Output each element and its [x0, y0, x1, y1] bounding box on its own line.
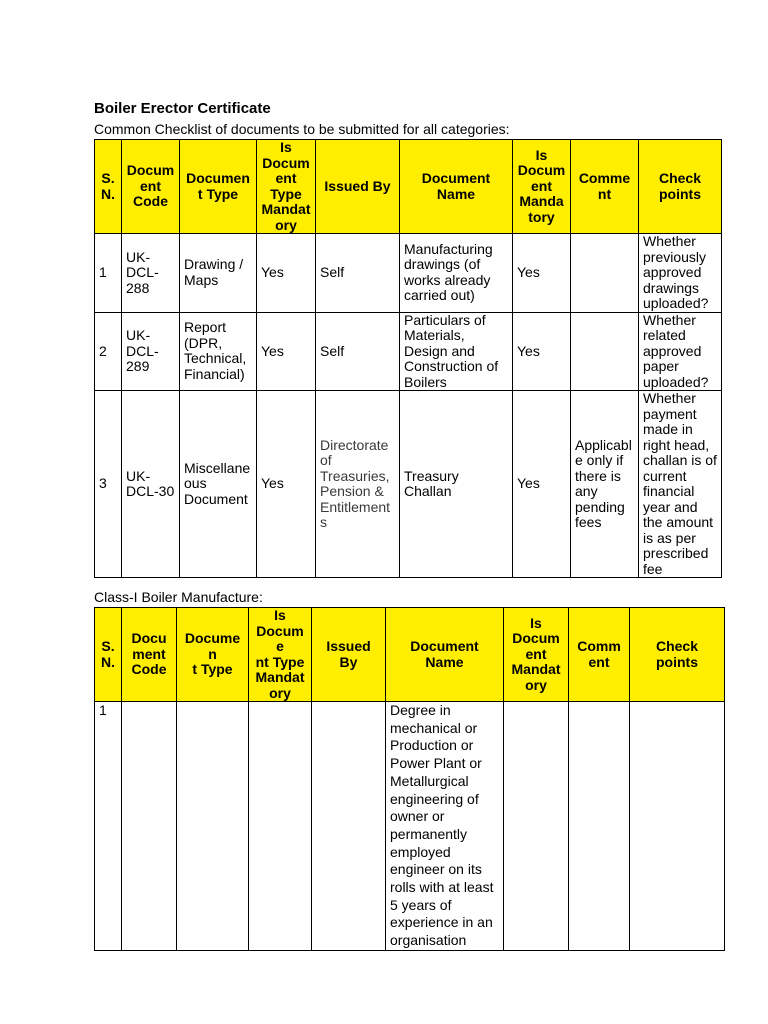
header-document-type: Documen t Type: [180, 140, 257, 234]
cell-type-mandatory: Yes: [257, 234, 316, 313]
cell-document-code: [122, 702, 177, 951]
header-check-points: Check points: [630, 608, 725, 702]
class-i-boiler-manufacture-table: [94, 607, 725, 951]
cell-document-type: [177, 702, 249, 951]
header-document-mandatory: Is Docum ent Mandat ory: [504, 608, 569, 702]
cell-issued-by: Self: [316, 312, 400, 391]
header-type-mandatory: Is Docume nt Type Mandat ory: [249, 608, 312, 702]
cell-type-mandatory: [249, 702, 312, 951]
cell-document-mandatory: [504, 702, 569, 951]
cell-sn: 2: [95, 312, 122, 391]
cell-type-mandatory: Yes: [257, 312, 316, 391]
cell-sn: 1: [95, 702, 122, 951]
cell-document-type: Drawing / Maps: [180, 234, 257, 313]
cell-sn: 3: [95, 391, 122, 578]
table-header-row: [95, 140, 722, 234]
cell-document-mandatory: Yes: [513, 234, 571, 313]
header-sn: S. N.: [95, 608, 122, 702]
section-heading-common-checklist: Common Checklist of documents to be submitted for all categories:: [94, 121, 510, 137]
cell-check-points: [630, 702, 725, 951]
cell-document-code: UK- DCL- 289: [122, 312, 180, 391]
table-header-row: [95, 608, 725, 702]
cell-document-name: Manufacturing drawings (of works already carried out): [400, 234, 513, 313]
table-row: [95, 312, 722, 391]
cell-check-points: Whether payment made in right head, challan is of current financial year and the amount is as per prescribed fee: [639, 391, 722, 578]
table-row: [95, 234, 722, 313]
cell-check-points: Whether related approved paper uploaded?: [639, 312, 722, 391]
cell-comment: Applicabl e only if there is any pending fees: [571, 391, 639, 578]
cell-issued-by: [312, 702, 386, 951]
cell-document-code: UK- DCL- 288: [122, 234, 180, 313]
cell-document-type: Miscellane ous Document: [180, 391, 257, 578]
cell-comment: [571, 234, 639, 313]
section-heading-class-i-boiler: Class-I Boiler Manufacture:: [94, 589, 263, 605]
cell-document-code: UK- DCL-30: [122, 391, 180, 578]
header-type-mandatory: Is Docum ent Type Mandat ory: [257, 140, 316, 234]
cell-comment: [571, 312, 639, 391]
cell-check-points: Whether previously approved drawings uploaded?: [639, 234, 722, 313]
header-comment: Comm ent: [569, 608, 630, 702]
cell-comment: [569, 702, 630, 951]
document-title: Boiler Erector Certificate: [94, 100, 271, 117]
cell-document-name: Particulars of Materials, Design and Construction of Boilers: [400, 312, 513, 391]
cell-document-type: Report (DPR, Technical, Financial): [180, 312, 257, 391]
cell-document-name: Treasury Challan: [400, 391, 513, 578]
cell-issued-by: Self: [316, 234, 400, 313]
cell-document-mandatory: Yes: [513, 312, 571, 391]
header-issued-by: Issued By: [316, 140, 400, 234]
header-check-points: Check points: [639, 140, 722, 234]
cell-document-name: Degree in mechanical or Production or Power Plant or Metallurgical engineering of owner or permanently employed engineer on its rolls with at least 5 years of experience in an organisation: [386, 702, 504, 951]
header-document-name: Document Name: [400, 140, 513, 234]
common-checklist-table: [94, 139, 722, 578]
header-document-code: Docum ent Code: [122, 140, 180, 234]
table-row: [95, 702, 725, 951]
header-issued-by: Issued By: [312, 608, 386, 702]
cell-document-mandatory: Yes: [513, 391, 571, 578]
header-sn: S. N.: [95, 140, 122, 234]
cell-sn: 1: [95, 234, 122, 313]
cell-type-mandatory: Yes: [257, 391, 316, 578]
cell-issued-by: Directorate of Treasuries, Pension & Entitlement s: [316, 391, 400, 578]
header-comment: Comme nt: [571, 140, 639, 234]
header-document-mandatory: Is Docum ent Manda tory: [513, 140, 571, 234]
header-document-code: Docu ment Code: [122, 608, 177, 702]
header-document-name: Document Name: [386, 608, 504, 702]
header-document-type: Documen t Type: [177, 608, 249, 702]
table-row: [95, 391, 722, 578]
